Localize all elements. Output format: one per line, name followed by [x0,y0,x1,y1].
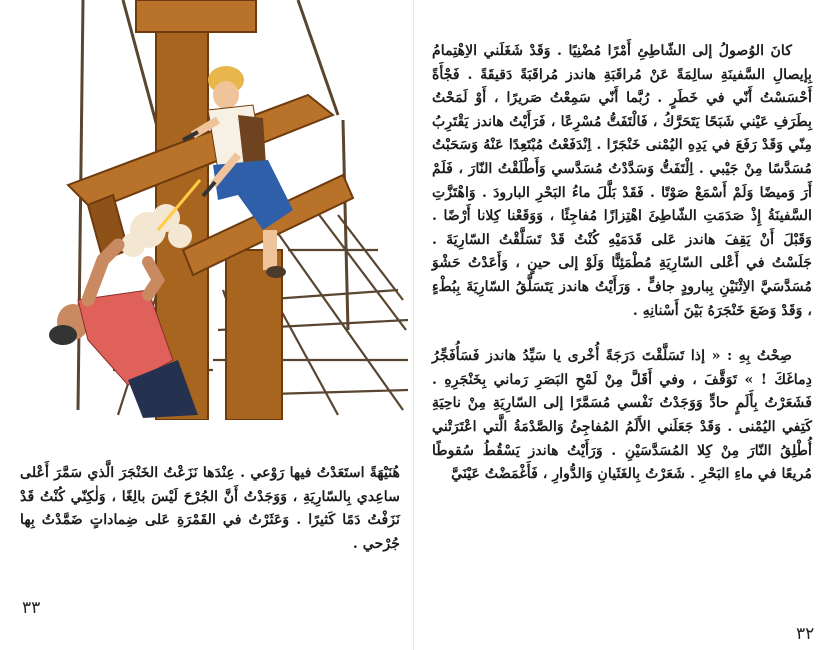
left-paragraph-1: هُنَيْهَةً استَعَدْتُ فيها رَوْعي . عِنْدَها نَزَعْتُ الخَنْجَرَ الَّذي سَمَّرَ أَعْلى ساعِدي بِالسّارِيَةِ ، وَوَجَدْتُ أَنَّ الجُرْحَ لَيْسَ بالِغًا ، وَلٰكِنّي كُنْتُ قَدْ نَزَفْتُ دَمًا كَثيرًا . وَعَثَرْتُ في القَمْرَةِ عَلى ضِماداتٍ ضَمَّدْتُ بِها جُرْحي . [20,465,400,552]
right-page-text [432,40,812,487]
right-paragraph-2: صِحْتُ بِهِ : « إذا تَسَلَّقْتَ دَرَجَةً أُخْرى يا سَيِّدُ هاندز فَسَأُفَجِّرُ دِماغَكَ ! » تَوَقَّفَ ، وفي أَقَلَّ مِنْ لَمْحِ البَصَرِ رَماني بِخَنْجَرِهِ . فَشَعَرْتُ بِأَلَمٍ حادٍّ وَوَجَدْتُ نَفْسي مُسَمَّرًا إلى السّارِيَةِ مِنْ ناحِيَةِ كَتِفي اليُمْنى . وَقَدْ جَعَلَني الأَلَمُ المُفاجِئُ وَالصَّدْمَةُ الَّتي اعْتَرَتْني أُطْلِقُ النّارَ مِنْ كِلا المُسَدَّسَيْنِ . وَرَأَيْتُ هاندز يَسْقُطُ سُقوطًا مُريعًا في ماءِ البَحْرِ . شَعَرْتُ بِالغَثَيانِ وَالدُّوارِ ، فَأَغْمَضْتُ عَيْنَيَّ [432,348,812,483]
left-page-text [20,462,400,556]
page-number-right: ٣٢ [796,624,815,644]
ship-mast-illustration [8,0,410,420]
page-number-left: ٣٣ [22,598,41,618]
right-paragraph-1: كانَ الوُصولُ إلى الشّاطِئِ أَمْرًا مُضْنِيًا . وَقَدْ شَغَلَني الاِهْتِمامُ بِإيصالِ السَّفينَةِ سالِمَةً عَنْ مُراقَبَةِ هاندز مُراقَبَةً دَقيقَةً . فَجْأَةً أَحْسَسْتُ أَنّي في خَطَرٍ . رُبَّما أَنّي سَمِعْتُ صَريرًا ، أَوْ لَمَحْتُ بِطَرَفِ عَيْني شَبَحًا يَتَحَرَّكُ ، فَالْتَفَتُّ مُسْرِعًا ، فَرَأَيْتُ هاندز يَقْتَرِبُ مِنّي وَقَدْ رَفَعَ في يَدِهِ اليُمْنى خَنْجَرًا . اِنْدَفَعْتُ مُبْتَعِدًا عَنْهُ وَسَحَبْتُ مُسَدَّسًا مِنْ جَيْبي . اِلْتَفَتُّ وَسَدَّدْتُ مُسَدَّسي وَأَطْلَقْتُ النّارَ ، فَلَمْ أَرَ وَميضًا وَلَمْ أَسْمَعْ صَوْتًا . فَقَدْ بَلَّلَ ماءُ البَحْرِ البارودَ . وَاهْتَزَّتِ السَّفينَةُ إِذْ صَدَمَتِ الشّاطِئَ اهْتِزازًا مُفاجِئًا ، وَوَقَعْنا كِلانا أَرْضًا . وَقَبْلَ أَنْ يَقِفَ هاندز عَلى قَدَمَيْهِ كُنْتُ قَدْ تَسَلَّقْتُ السّارِيَةَ . جَلَسْتُ في أَعْلى السّارِيَةِ مُطْمَئِنًّا وَلَوْ إلى حينٍ ، وَأَعَدْتُ حَشْوَ مُسَدَّسَيَّ الاِثْنَيْنِ بِبارودٍ جافٍّ . وَرَأَيْتُ هاندز يَتَسَلَّقُ السّارِيَةَ بِبُطْءٍ ، وَقَدْ وَضَعَ خَنْجَرَهُ بَيْنَ أَسْنانِهِ . [432,43,812,319]
